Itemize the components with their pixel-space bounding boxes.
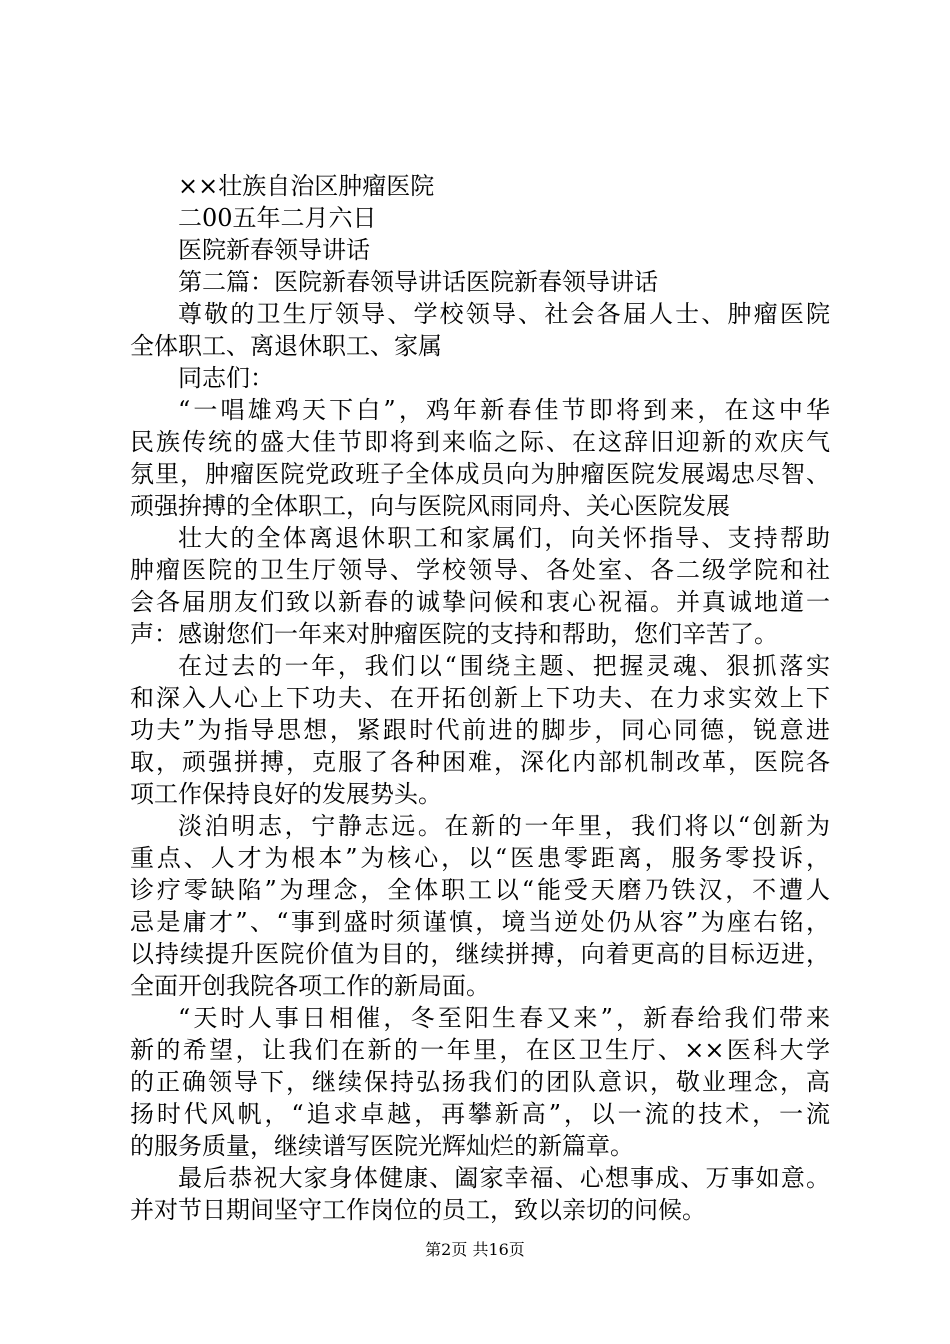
- text-line: 项工作保持良好的发展势头。: [130, 780, 442, 808]
- text-line: 以持续提升医院价值为目的，继续拼搏，向着更高的目标迈进，: [130, 940, 830, 968]
- text-line: 扬时代风帆，“追求卓越，再攀新高”，以一流的技术，一流: [130, 1100, 830, 1128]
- text-line: 壮大的全体离退休职工和家属们，向关怀指导、支持帮助: [178, 524, 830, 552]
- text-line: 和深入人心上下功夫、在开拓创新上下功夫、在力求实效上下: [130, 684, 830, 712]
- text-line: 最后恭祝大家身体健康、阖家幸福、心想事成、万事如意。: [178, 1164, 830, 1192]
- text-line: 尊敬的卫生厅领导、学校领导、社会各届人士、肿瘤医院: [178, 300, 830, 328]
- text-line: 并对节日期间坚守工作岗位的员工，致以亲切的问候。: [130, 1196, 706, 1224]
- text-line: 同志们：: [178, 364, 274, 392]
- text-line: 医院新春领导讲话: [178, 236, 370, 264]
- text-line: 新的希望，让我们在新的一年里，在区卫生厅、××医科大学: [130, 1036, 830, 1064]
- document-body: [130, 170, 830, 1226]
- text-line: “天时人事日相催，冬至阳生春又来”，新春给我们带来: [178, 1004, 830, 1032]
- text-line: 的服务质量，继续谱写医院光辉灿烂的新篇章。: [130, 1132, 634, 1160]
- text-line: 重点、人才为根本”为核心，以“医患零距离，服务零投诉，: [130, 844, 830, 872]
- text-line: 顽强拚搏的全体职工，向与医院风雨同舟、关心医院发展: [130, 492, 730, 520]
- text-line: 肿瘤医院的卫生厅领导、学校领导、各处室、各二级学院和社: [130, 556, 830, 584]
- page-footer: 第2页 共16页: [425, 1240, 525, 1259]
- text-line: 在过去的一年，我们以“围绕主题、把握灵魂、狠抓落实: [178, 652, 830, 680]
- text-line: 第二篇：医院新春领导讲话医院新春领导讲话: [178, 268, 658, 296]
- text-line: 全体职工、离退休职工、家属: [130, 332, 442, 360]
- text-line: 功夫”为指导思想，紧跟时代前进的脚步，同心同德，锐意进: [130, 716, 830, 744]
- text-line: 的正确领导下，继续保持弘扬我们的团队意识，敬业理念，高: [130, 1068, 830, 1096]
- text-line: 会各届朋友们致以新春的诚挚问候和衷心祝福。并真诚地道一: [130, 588, 830, 616]
- text-line: 声：感谢您们一年来对肿瘤医院的支持和帮助，您们辛苦了。: [130, 620, 778, 648]
- text-line: 取，顽强拼搏，克服了各种困难，深化内部机制改革，医院各: [130, 748, 830, 776]
- text-line: 二00五年二月六日: [178, 204, 377, 232]
- text-line: 淡泊明志，宁静志远。在新的一年里，我们将以“创新为: [178, 812, 830, 840]
- text-line: 全面开创我院各项工作的新局面。: [130, 972, 490, 1000]
- text-line: 氛里，肿瘤医院党政班子全体成员向为肿瘤医院发展竭忠尽智、: [130, 460, 830, 488]
- text-line: 诊疗零缺陷”为理念，全体职工以“能受天磨乃铁汉，不遭人: [130, 876, 830, 904]
- text-line: “一唱雄鸡天下白”，鸡年新春佳节即将到来，在这中华: [178, 396, 830, 424]
- text-line: ××壮族自治区肿瘤医院: [178, 172, 435, 200]
- text-line: 民族传统的盛大佳节即将到来临之际、在这辞旧迎新的欢庆气: [130, 428, 830, 456]
- text-line: 忌是庸才”、“事到盛时须谨慎，境当逆处仍从容”为座右铭，: [130, 908, 830, 936]
